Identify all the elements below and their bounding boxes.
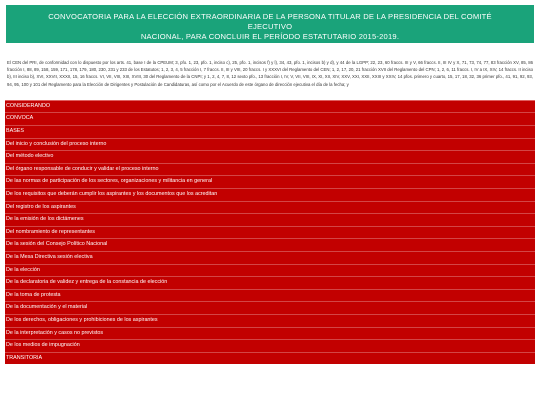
intro-paragraph: El CEN del PRI, de conformidad con lo dispuesto por los arts. 41, base I de la CPEUM; 3, pfo. 1, 23, pfo. 1, inciso c), 25, pfo. 1, incisos f) y l), 34, 43, pfo. 1, incisos b) y d), y 44 de la LGPP; 22, 23, 60 fraccs. III y V, 66 fraccs. II, III IV y X, 71, 73, 74, 77, 83 fracción XV, 85, 86 fracción I, 88, 89, 158, 159, 171, 178, 179, 180, 230, 231 y 233 de los Estatutos; 1, 2, 3, 4, 5 fracción I, 7 fraccs. II, III y VIII, 20 fraccs. I y XXXVI del Reglamento del CEN; 1, 2, 17, 20, 21 fracción XVII del Reglamento del CPN; 1, 2, 6, 11 fraccs. I, IV a IX, XIV, 14 fraccs. II inciso b), III inciso b), XVI, XXVII, XXXII, 15, 16 fraccs. VI, VII, VIII, XIII, XVIII, 30 del Reglamento de la CNPI; y 1, 2, 4, 7, 8, 12 sexto pfo., 13 fracción I, IV, V, VII, VIII, IX, XI, XII, XIV, XXV, XXI, XXII, XXIII y XXIV, 14 pfos. primero y cuarto, 15, 17, 18, 32, 36 primer pfo., 41, 91, 92, 93, 94, 95, 100 y 101 del Reglamento para la Elección de Dirigentes y Postulación de Candidaturas, así como por el Acuerdo de este órgano de dirección ejecutiva el día de la fecha; y	[7, 60, 533, 87]
accordion-item[interactable]: De los derechos, obligaciones y prohibiciones de los aspirantes	[5, 315, 535, 328]
accordion-item[interactable]: De la interpretación y casos no previstos	[5, 328, 535, 341]
accordion-item[interactable]: CONSIDERANDO	[5, 101, 535, 114]
sections-accordion	[5, 100, 535, 364]
accordion-item[interactable]: De la documentación y el material	[5, 302, 535, 315]
accordion-item[interactable]: De la emisión de los dictámenes	[5, 214, 535, 227]
accordion-item[interactable]: De la Mesa Directiva sesión electiva	[5, 252, 535, 265]
title-line-1: CONVOCATORIA PARA LA ELECCIÓN EXTRAORDINARIA DE LA PERSONA TITULAR DE LA PRESIDENCIA DEL COMITÉ EJECUTIVO	[48, 12, 492, 31]
accordion-item[interactable]: Del inicio y conclusión del proceso interno	[5, 139, 535, 152]
accordion-item[interactable]: De la elección	[5, 265, 535, 278]
accordion-item[interactable]: De la toma de protesta	[5, 290, 535, 303]
accordion-item[interactable]: Del registro de los aspirantes	[5, 202, 535, 215]
accordion-item[interactable]: De la declaratoria de validez y entrega de la constancia de elección	[5, 277, 535, 290]
accordion-item[interactable]: TRANSITORIA	[6, 354, 43, 361]
accordion-item[interactable]: De la sesión del Consejo Político Nacional	[5, 239, 535, 252]
accordion-item[interactable]: Del órgano responsable de conducir y validar el proceso interno	[5, 164, 535, 177]
accordion-item[interactable]: CONVOCA	[5, 113, 535, 126]
accordion-item[interactable]: Del método electivo	[5, 151, 535, 164]
accordion-item[interactable]: BASES	[5, 126, 535, 139]
title-banner	[6, 5, 534, 43]
accordion-item[interactable]: De las normas de participación de los sectores, organizaciones y militancia en general	[5, 176, 535, 189]
accordion-item[interactable]: De los requisitos que deberán cumplir los aspirantes y los documentos que los acreditan	[5, 189, 535, 202]
accordion-item[interactable]: De los medios de impugnación	[5, 340, 535, 353]
accordion-item[interactable]: Del nombramiento de representantes	[5, 227, 535, 240]
title-line-2: NACIONAL, PARA CONCLUIR EL PERÍODO ESTATUTARIO 2015-2019.	[140, 32, 400, 41]
